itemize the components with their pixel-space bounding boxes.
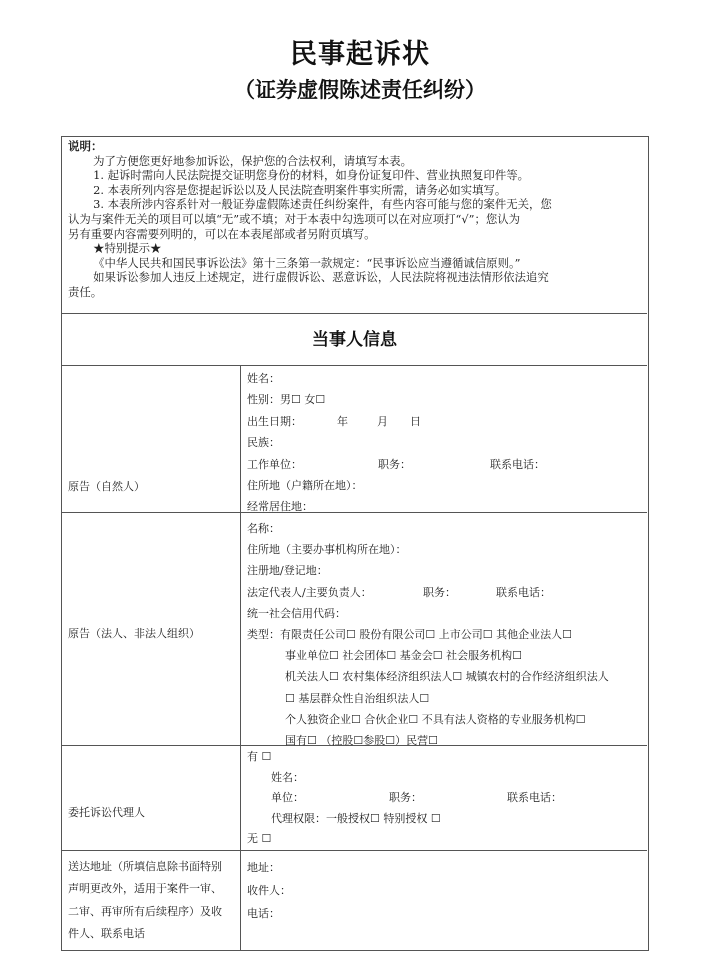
rep-position-field[interactable]: 职务： (423, 585, 456, 599)
domicile-field[interactable]: 住所地（户籍所在地）： (247, 478, 363, 492)
representative-line (247, 582, 641, 603)
agent-employment-line (247, 788, 641, 809)
birth-date-label: 出生日期： (247, 414, 302, 428)
rep-phone-field[interactable]: 联系电话： (496, 585, 551, 599)
birth-year-label: 年 (337, 414, 348, 428)
name-field[interactable]: 姓名： (247, 372, 280, 385)
phone-field[interactable]: 联系电话： (490, 457, 545, 471)
instruction-item-2: 2. 本表所列内容是您提起诉讼以及人民法院查明案件事实所需，请务必如实填写。 (93, 182, 507, 197)
org-domicile-field[interactable]: 住所地（主要办事机构所在地）： (247, 543, 407, 557)
document-subtitle: （证券虚假陈述责任纠纷） (234, 78, 486, 102)
law-quote: 《中华人民共和国民事诉讼法》第十三条第一款规定：“民事诉讼应当遵循诚信原则。” (93, 255, 521, 270)
agent-authority-field[interactable]: 代理权限：一般授权☐ 特别授权 ☐ (271, 811, 441, 825)
special-notice-heading: ★特别提示★ (93, 241, 162, 256)
service-address-label-line-1: 送达地址（所填信息除书面特别 (68, 860, 222, 873)
employment-line (247, 454, 641, 475)
birth-date-field[interactable] (247, 411, 641, 432)
agent-label: 委托诉讼代理人 (68, 806, 145, 819)
document-title: 民事起诉状 (290, 39, 430, 70)
instruction-item-3-line-3: 另有重要内容需要列明的，可以在本表尾部或者另附页填写。 (68, 226, 376, 241)
birth-month-label: 月 (377, 414, 388, 428)
agent-none-checkbox[interactable]: 无 ☐ (247, 832, 272, 846)
section-title: 当事人信息 (62, 314, 647, 366)
warning-line-1: 如果诉讼参加人违反上述规定，进行虚假诉讼、恶意诉讼，人民法院将视违法情形依法追究 (93, 270, 549, 285)
plaintiff-natural-row (62, 366, 647, 513)
agent-has-checkbox[interactable]: 有 ☐ (247, 750, 272, 763)
credit-code-field[interactable]: 统一社会信用代码： (247, 606, 346, 620)
birth-day-label: 日 (410, 414, 421, 428)
complaint-form (61, 136, 649, 951)
instructions-heading: 说明： (68, 139, 103, 153)
address-field[interactable]: 地址： (247, 861, 280, 874)
representative-field[interactable]: 法定代表人/主要负责人： (247, 585, 372, 599)
employer-field[interactable]: 工作单位： (247, 457, 302, 471)
residence-field[interactable]: 经常居住地： (247, 500, 313, 514)
service-address-label-line-3: 二审、再审所有后续程序）及收 (68, 904, 222, 918)
gender-field[interactable]: 性别：男☐ 女☐ (247, 393, 326, 407)
org-type-label: 类型： (247, 627, 280, 641)
agent-employer-field[interactable]: 单位： (271, 791, 304, 805)
recipient-field[interactable]: 收件人： (247, 884, 291, 897)
agent-name-field[interactable]: 姓名： (271, 770, 304, 784)
org-type-options-1[interactable]: 有限责任公司☐ 股份有限公司☐ 上市公司☐ 其他企业法人☐ (280, 627, 572, 641)
org-type-line-1[interactable] (247, 624, 641, 645)
warning-line-2: 责任。 (68, 284, 103, 299)
instructions-box (62, 137, 647, 314)
position-field[interactable]: 职务： (378, 457, 411, 471)
org-type-options-4[interactable]: ☐ 基层群众性自治组织法人☐ (285, 691, 430, 705)
ethnicity-field[interactable]: 民族： (247, 436, 280, 450)
instruction-item-3-line-2: 认为与案件无关的项目可以填“无”或不填；对于本表中勾选项可以在对应项打“√”；您认为 (68, 211, 521, 226)
service-address-label-line-4: 件人、联系电话 (68, 927, 145, 941)
instruction-item-3-line-1: 3. 本表所涉内容系针对一般证券虚假陈述责任纠纷案件，有些内容可能与您的案件无关，您 (93, 197, 552, 212)
instruction-item-1: 1. 起诉时需向人民法院提交证明您身份的材料，如身份证复印件、营业执照复印件等。 (93, 168, 530, 183)
agent-row (62, 746, 647, 851)
org-type-options-2[interactable]: 事业单位☐ 社会团体☐ 基金会☐ 社会服务机构☐ (285, 649, 522, 663)
service-address-row (62, 851, 647, 950)
registration-field[interactable]: 注册地/登记地： (247, 564, 328, 578)
plaintiff-legal-label: 原告（法人、非法人组织） (68, 627, 200, 640)
instructions-intro: 为了方便您更好地参加诉讼，保护您的合法权利，请填写本表。 (93, 153, 413, 168)
agent-phone-field[interactable]: 联系电话： (507, 791, 562, 805)
service-address-label-line-2: 声明更改外，适用于案件一审、 (68, 882, 222, 896)
service-address-label (62, 851, 241, 950)
plaintiff-natural-label: 原告（自然人） (68, 480, 145, 493)
agent-position-field[interactable]: 职务： (389, 791, 422, 805)
org-type-options-5[interactable]: 个人独资企业☐ 合伙企业☐ 不具有法人资格的专业服务机构☐ (285, 712, 586, 726)
org-type-options-3[interactable]: 机关法人☐ 农村集体经济组织法人☐ 城镇农村的合作经济组织法人 (285, 670, 609, 684)
org-name-field[interactable]: 名称： (247, 522, 280, 535)
plaintiff-legal-row (62, 513, 647, 746)
org-type-options-6[interactable]: 国有☐ （控股☐参股☐）民营☐ (285, 733, 438, 747)
recipient-phone-field[interactable]: 电话： (247, 907, 280, 920)
